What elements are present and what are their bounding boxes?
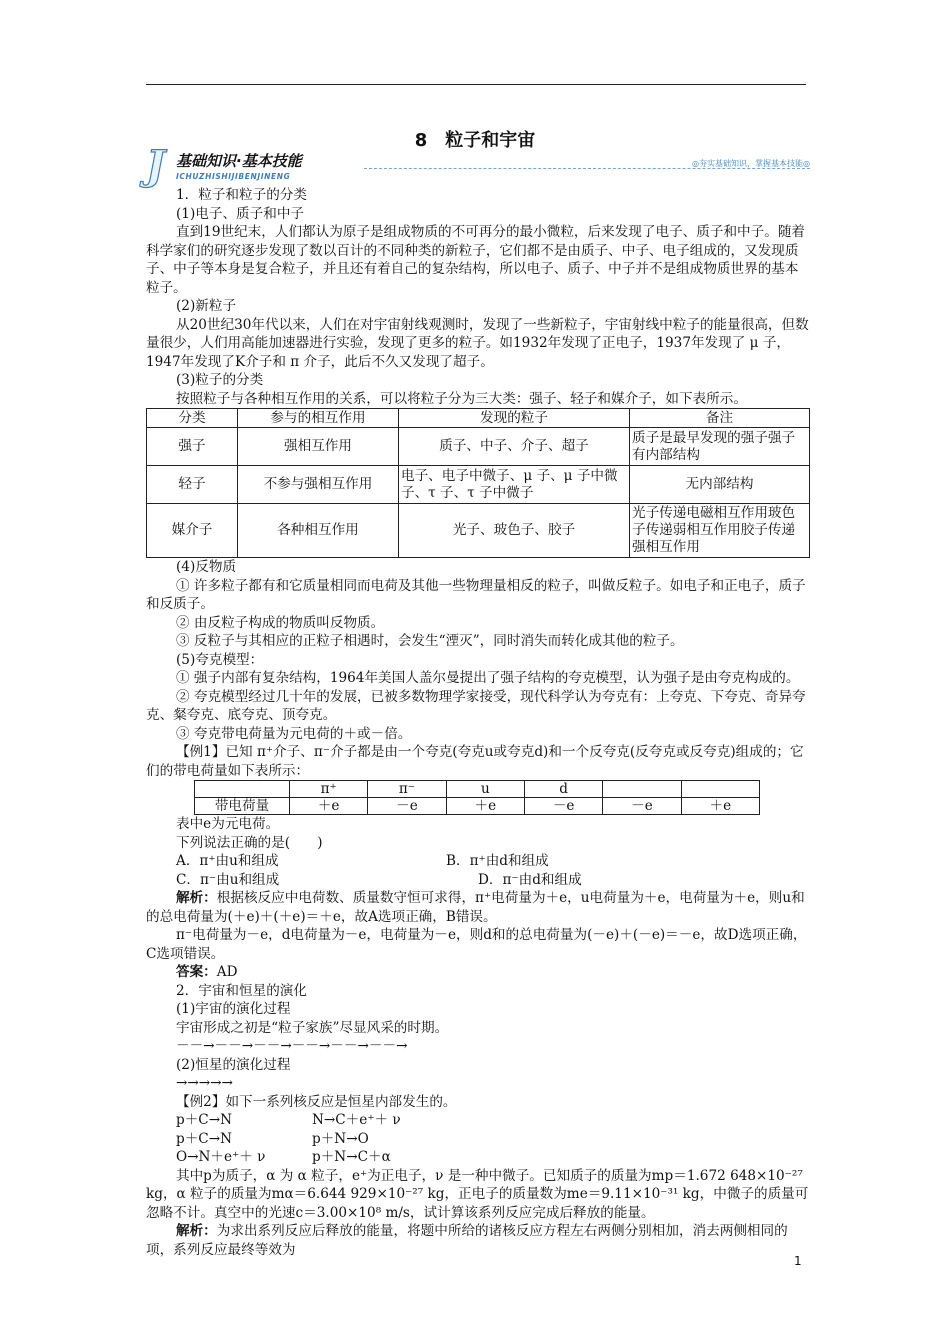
table-cell: 质子、中子、介子、超子 [399, 428, 630, 466]
subsection-heading: (5)夸克模型： [176, 651, 264, 668]
reaction: p＋C→N [176, 1130, 232, 1147]
solution-tag: 解析： [176, 890, 217, 906]
table-cell: 质子是最早发现的强子强子有内部结构 [630, 428, 810, 466]
page-title: 8 粒子和宇宙 [414, 130, 536, 151]
table-header: π⁻ [368, 781, 446, 798]
example-text: 如下一系列核反应是恒星内部发生的。 [225, 1093, 457, 1110]
paragraph: ③ 夸克带电荷量为元电荷的＋或－倍。 [176, 725, 412, 742]
example-tag: 【例2】 [176, 1093, 226, 1110]
reaction: N→C＋e⁺＋ ν [312, 1112, 401, 1128]
paragraph: 其中p为质子，α 为 α 粒子，e⁺为正电子，ν 是一种中微子。已知质子的质量为mp＝1.672 648×10⁻²⁷ kg，α 粒子的质量为mα＝6.644 929×10⁻²⁷ kg，正电子的质量数为me＝9.11×10⁻³¹ kg，中微子的质量可忽略不计。真空中的光速c＝3.00×10⁸ m/s，试计算该系列反应完成后释放的能量。 [146, 1167, 809, 1221]
table-cell: 光子传递电磁相互作用玻色子传递弱相互作用胶子传递强相互作用 [630, 504, 810, 558]
table-cell: －e [603, 798, 681, 815]
subsection-heading: (2)恒星的演化过程 [176, 1056, 291, 1073]
paragraph: 按照粒子与各种相互作用的关系，可以将粒子分为三大类：强子、轻子和媒介子，如下表所示。 [176, 390, 747, 407]
table-header: u [446, 781, 524, 798]
paragraph: ③ 反粒子与其相应的正粒子相遇时，会发生“湮灭”，同时消失而转化成其他的粒子。 [176, 633, 684, 649]
solution [146, 1222, 810, 1259]
table-header [681, 781, 759, 798]
table-cell: ＋e [681, 798, 759, 815]
charge-table [194, 780, 760, 815]
table-cell: －e [368, 798, 446, 815]
subsection-heading: (2)新粒子 [176, 298, 237, 314]
evolution-arrows: →→→→→ [176, 1075, 233, 1091]
question-stem: 下列说法正确的是( ) [176, 834, 323, 851]
paragraph: π⁻电荷量为－e，d电荷量为－e，电荷量为－e，则d和的总电荷量为(－e)＋(－e)＝－e，故D选项正确，C选项错误。 [146, 927, 807, 962]
reaction: O→N＋e⁺＋ ν [176, 1149, 266, 1165]
paragraph: ② 由反粒子构成的物质叫反物质。 [176, 614, 385, 631]
banner-slogan: ◎夯实基础知识，掌握基本技能◎ [692, 159, 810, 168]
table-header: 备注 [630, 409, 810, 428]
banner-heading: 基础知识·基本技能 [176, 152, 302, 170]
answer [146, 963, 810, 982]
table-row [195, 798, 760, 815]
table-cell: 轻子 [147, 466, 238, 504]
evolution-arrows: －－→－－→－－→－－→－－→－－→ [176, 1038, 408, 1054]
table-header: 分类 [147, 409, 238, 428]
table-cell: 不参与强相互作用 [238, 466, 399, 504]
section-heading: 2．宇宙和恒星的演化 [176, 982, 307, 999]
table-cell: 无内部结构 [630, 466, 810, 504]
table-cell: ＋e [446, 798, 524, 815]
table-cell: －e [524, 798, 602, 815]
options-row [146, 871, 810, 890]
banner-logo-letter: J [146, 142, 165, 189]
table-header: 参与的相互作用 [238, 409, 399, 428]
answer-text: AD [216, 964, 238, 980]
table-cell: 电子、电子中微子、μ 子、μ 子中微子、τ 子、τ 子中微子 [399, 466, 630, 504]
options-row [146, 852, 810, 871]
table-row [195, 781, 760, 798]
table-cell: 媒介子 [147, 504, 238, 558]
table-cell: 强相互作用 [238, 428, 399, 466]
example-tag: 【例1】 [176, 744, 226, 760]
example-text: 已知 π⁺介子、π⁻介子都是由一个夸克(夸克u或夸克d)和一个反夸克(反夸克或反夸克)组成的；它们的带电荷量如下表所示： [146, 744, 804, 779]
option-a: A．π⁺由u和组成 [176, 853, 279, 869]
table-header: 发现的粒子 [399, 409, 630, 428]
reaction-row [146, 1148, 810, 1167]
option-b: B．π⁺由d和组成 [446, 853, 549, 869]
header-rule [146, 84, 806, 85]
banner-pinyin: ICHUZHISHIJIBENJINENG [176, 172, 291, 181]
paragraph: ① 许多粒子都有和它质量相同而电荷及其他一些物理量相反的粒子，叫做反粒子。如电子和正电子，质子和反质子。 [146, 577, 806, 612]
table-cell: 各种相互作用 [238, 504, 399, 558]
paragraph: 表中e为元电荷。 [176, 816, 280, 832]
solution-text: 根据核反应中电荷数、质量数守恒可求得，π⁺电荷量为＋e，u电荷量为＋e，电荷量为＋e，则u和的总电荷量为(＋e)＋(＋e)＝＋e，故A选项正确，B错误。 [146, 890, 805, 925]
table-row [147, 466, 810, 504]
subsection-heading: (1)电子、质子和中子 [176, 205, 305, 222]
table-header [603, 781, 681, 798]
table-cell: ＋e [290, 798, 368, 815]
answer-tag: 答案： [176, 964, 217, 980]
particle-classification-table [146, 408, 810, 558]
solution-text: 为求出系列反应后释放的能量，将题中所给的诸核反应方程左右两侧分别相加，消去两侧相同的项，系列反应最终等效为 [146, 1223, 788, 1258]
page-number: 1 [794, 1254, 802, 1268]
reaction-row [146, 1111, 810, 1130]
reaction: p＋C→N [176, 1112, 232, 1128]
example-2 [146, 1093, 810, 1112]
option-c: C．π⁻由u和组成 [176, 871, 280, 888]
table-cell: 强子 [147, 428, 238, 466]
solution-tag: 解析： [176, 1223, 217, 1239]
paragraph: 宇宙形成之初是“粒子家族”尽显风采的时期。 [176, 1019, 449, 1036]
option-d: D．π⁻由d和组成 [478, 871, 582, 888]
table-cell: 带电荷量 [195, 798, 290, 815]
table-row [147, 428, 810, 466]
section-banner [146, 142, 810, 189]
table-header: d [524, 781, 602, 798]
table-header [195, 781, 290, 798]
table-row [147, 504, 810, 558]
table-cell: 光子、玻色子、胶子 [399, 504, 630, 558]
table-header: π⁺ [290, 781, 368, 798]
paragraph: ② 夸克模型经过几十年的发展，已被多数物理学家接受，现代科学认为夸克有：上夸克、下夸克、奇异夸克、粲夸克、底夸克、顶夸克。 [146, 688, 806, 723]
reaction: p＋N→O [312, 1130, 369, 1147]
section-heading: 1．粒子和粒子的分类 [176, 187, 307, 203]
subsection-heading: (1)宇宙的演化过程 [176, 1001, 291, 1017]
paragraph: 从20世纪30年代以来，人们在对宇宙射线观测时，发现了一些新粒子，宇宙射线中粒子的能量很高，但数量很少，人们用高能加速器进行实验，发现了更多的粒子。如1932年发现了正电子，1937年发现了 μ 子，1947年发现了K介子和 π 介子，此后不久又发现了超子。 [146, 316, 809, 370]
paragraph: 直到19世纪末，人们都认为原子是组成物质的不可再分的最小微粒，后来发现了电子、质子和中子。随着科学家们的研究逐步发现了数以百计的不同种类的新粒子，它们都不是由质子、中子、电子组成的，又发现质子、中子等本身是复合粒子，并且还有着自己的复杂结构，所以电子、质子、中子并不是组成物质世界的基本粒子。 [146, 224, 806, 296]
example-1 [146, 743, 810, 780]
solution [146, 889, 810, 926]
paragraph: ① 强子内部有复杂结构，1964年美国人盖尔曼提出了强子结构的夸克模型，认为强子是由夸克构成的。 [176, 670, 800, 686]
reaction-row [146, 1130, 810, 1149]
reaction: p＋N→C＋α [312, 1149, 391, 1165]
document-body [146, 186, 810, 1259]
subsection-heading: (4)反物质 [176, 559, 237, 575]
subsection-heading: (3)粒子的分类 [176, 372, 264, 388]
